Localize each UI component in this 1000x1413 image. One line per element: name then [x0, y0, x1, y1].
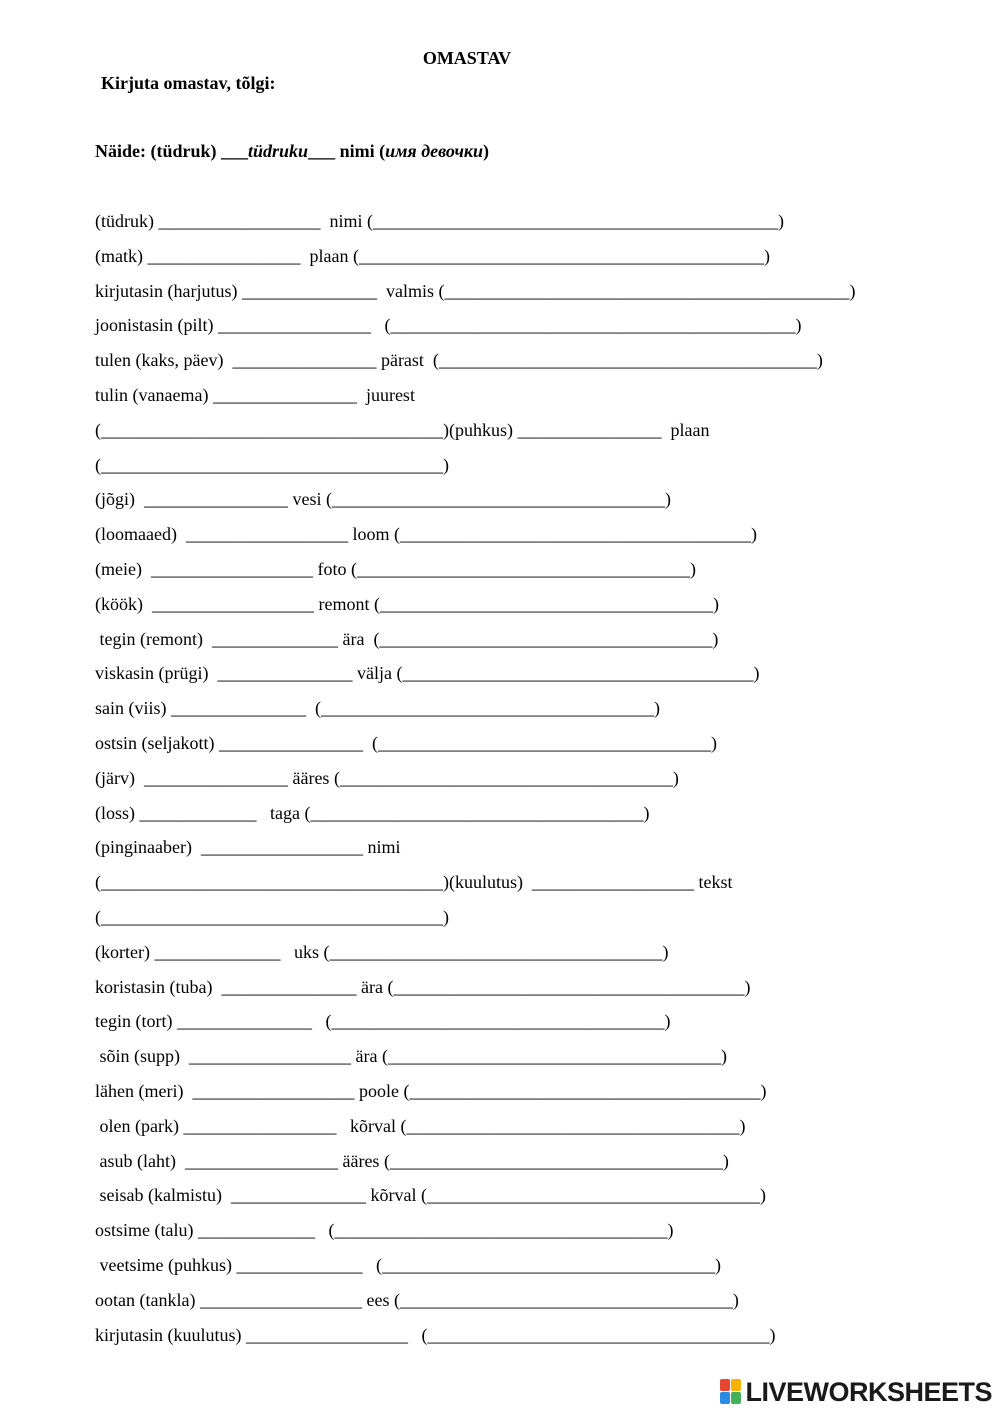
exercise-list — [95, 209, 955, 1357]
exercise-row: asub (laht) _________________ ääres (_____________________________________) — [95, 1150, 729, 1171]
exercise-row: (jõgi) ________________ vesi (_____________________________________) — [95, 489, 671, 510]
exercise-row: veetsime (puhkus) ______________ (_____________________________________) — [95, 1254, 721, 1275]
instruction-text: Kirjuta omastav, tõlgi: — [101, 73, 276, 93]
exercise-row: (järv) ________________ ääres (_____________________________________) — [95, 767, 679, 788]
exercise-row: (______________________________________)(puhkus) ________________ plaan — [95, 419, 710, 440]
example-suffix: ) — [483, 141, 490, 161]
exercise-row: (meie) __________________ foto (_____________________________________) — [95, 558, 696, 579]
liveworksheets-logo — [720, 1375, 992, 1409]
exercise-row: tulen (kaks, päev) ________________ pärast (__________________________________________) — [95, 350, 823, 371]
example-middle: ___ nimi ( — [308, 141, 386, 161]
exercise-row: (loss) _____________ taga (_____________________________________) — [95, 802, 650, 823]
liveworksheets-logo-text: LIVEWORKSHEETS — [745, 1376, 992, 1407]
exercise-row: olen (park) _________________ kõrval (_____________________________________) — [95, 1115, 746, 1136]
exercise-row: (tüdruk) __________________ nimi (_____________________________________________) — [95, 211, 784, 231]
exercise-row: kirjutasin (kuulutus) __________________ (______________________________________) — [95, 1324, 776, 1345]
exercise-row: tulin (vanaema) ________________ juurest — [95, 384, 415, 405]
exercise-row: viskasin (prügi) _______________ välja (_______________________________________) — [95, 663, 760, 684]
page-title: OMASTAV — [422, 48, 512, 68]
exercise-row: tegin (remont) ______________ ära (_____________________________________) — [95, 628, 719, 649]
exercise-row: (matk) _________________ plaan (_____________________________________________) — [95, 245, 770, 266]
exercise-row: ostsime (talu) _____________ (_____________________________________) — [95, 1220, 674, 1241]
example-translation: имя девочки — [385, 141, 484, 161]
exercise-row: kirjutasin (harjutus) _______________ valmis (_____________________________________________) — [95, 280, 856, 301]
example-line — [95, 141, 489, 162]
exercise-row: (______________________________________) — [95, 454, 449, 475]
exercise-row: ostsin (seljakott) ________________ (_____________________________________) — [95, 732, 717, 753]
exercise-row: (loomaaed) __________________ loom (_______________________________________) — [95, 524, 757, 545]
exercise-row: lähen (meri) __________________ poole (_______________________________________) — [95, 1080, 767, 1101]
exercise-row: (______________________________________)(kuulutus) __________________ tekst — [95, 872, 733, 893]
liveworksheets-logo-icon — [720, 1379, 742, 1405]
exercise-row: seisab (kalmistu) _______________ kõrval (_____________________________________) — [95, 1185, 766, 1206]
exercise-row: ootan (tankla) __________________ ees (_____________________________________) — [95, 1289, 739, 1310]
exercise-row: (korter) ______________ uks (_____________________________________) — [95, 941, 669, 962]
exercise-row: (______________________________________) — [95, 906, 449, 927]
exercise-row: joonistasin (pilt) _________________ (_____________________________________________) — [95, 315, 802, 336]
example-answer: tüdruku — [248, 141, 309, 161]
exercise-row: (köök) __________________ remont (_____________________________________) — [95, 593, 719, 614]
exercise-row: tegin (tort) _______________ (_____________________________________) — [95, 1011, 671, 1032]
exercise-row: koristasin (tuba) _______________ ära (_______________________________________) — [95, 976, 751, 997]
exercise-row: (pinginaaber) __________________ nimi — [95, 837, 401, 858]
exercise-row: sain (viis) _______________ (_____________________________________) — [95, 698, 660, 719]
example-prefix: Näide: (tüdruk) ___ — [95, 141, 249, 161]
exercise-row: sõin (supp) __________________ ära (_____________________________________) — [95, 1046, 727, 1067]
